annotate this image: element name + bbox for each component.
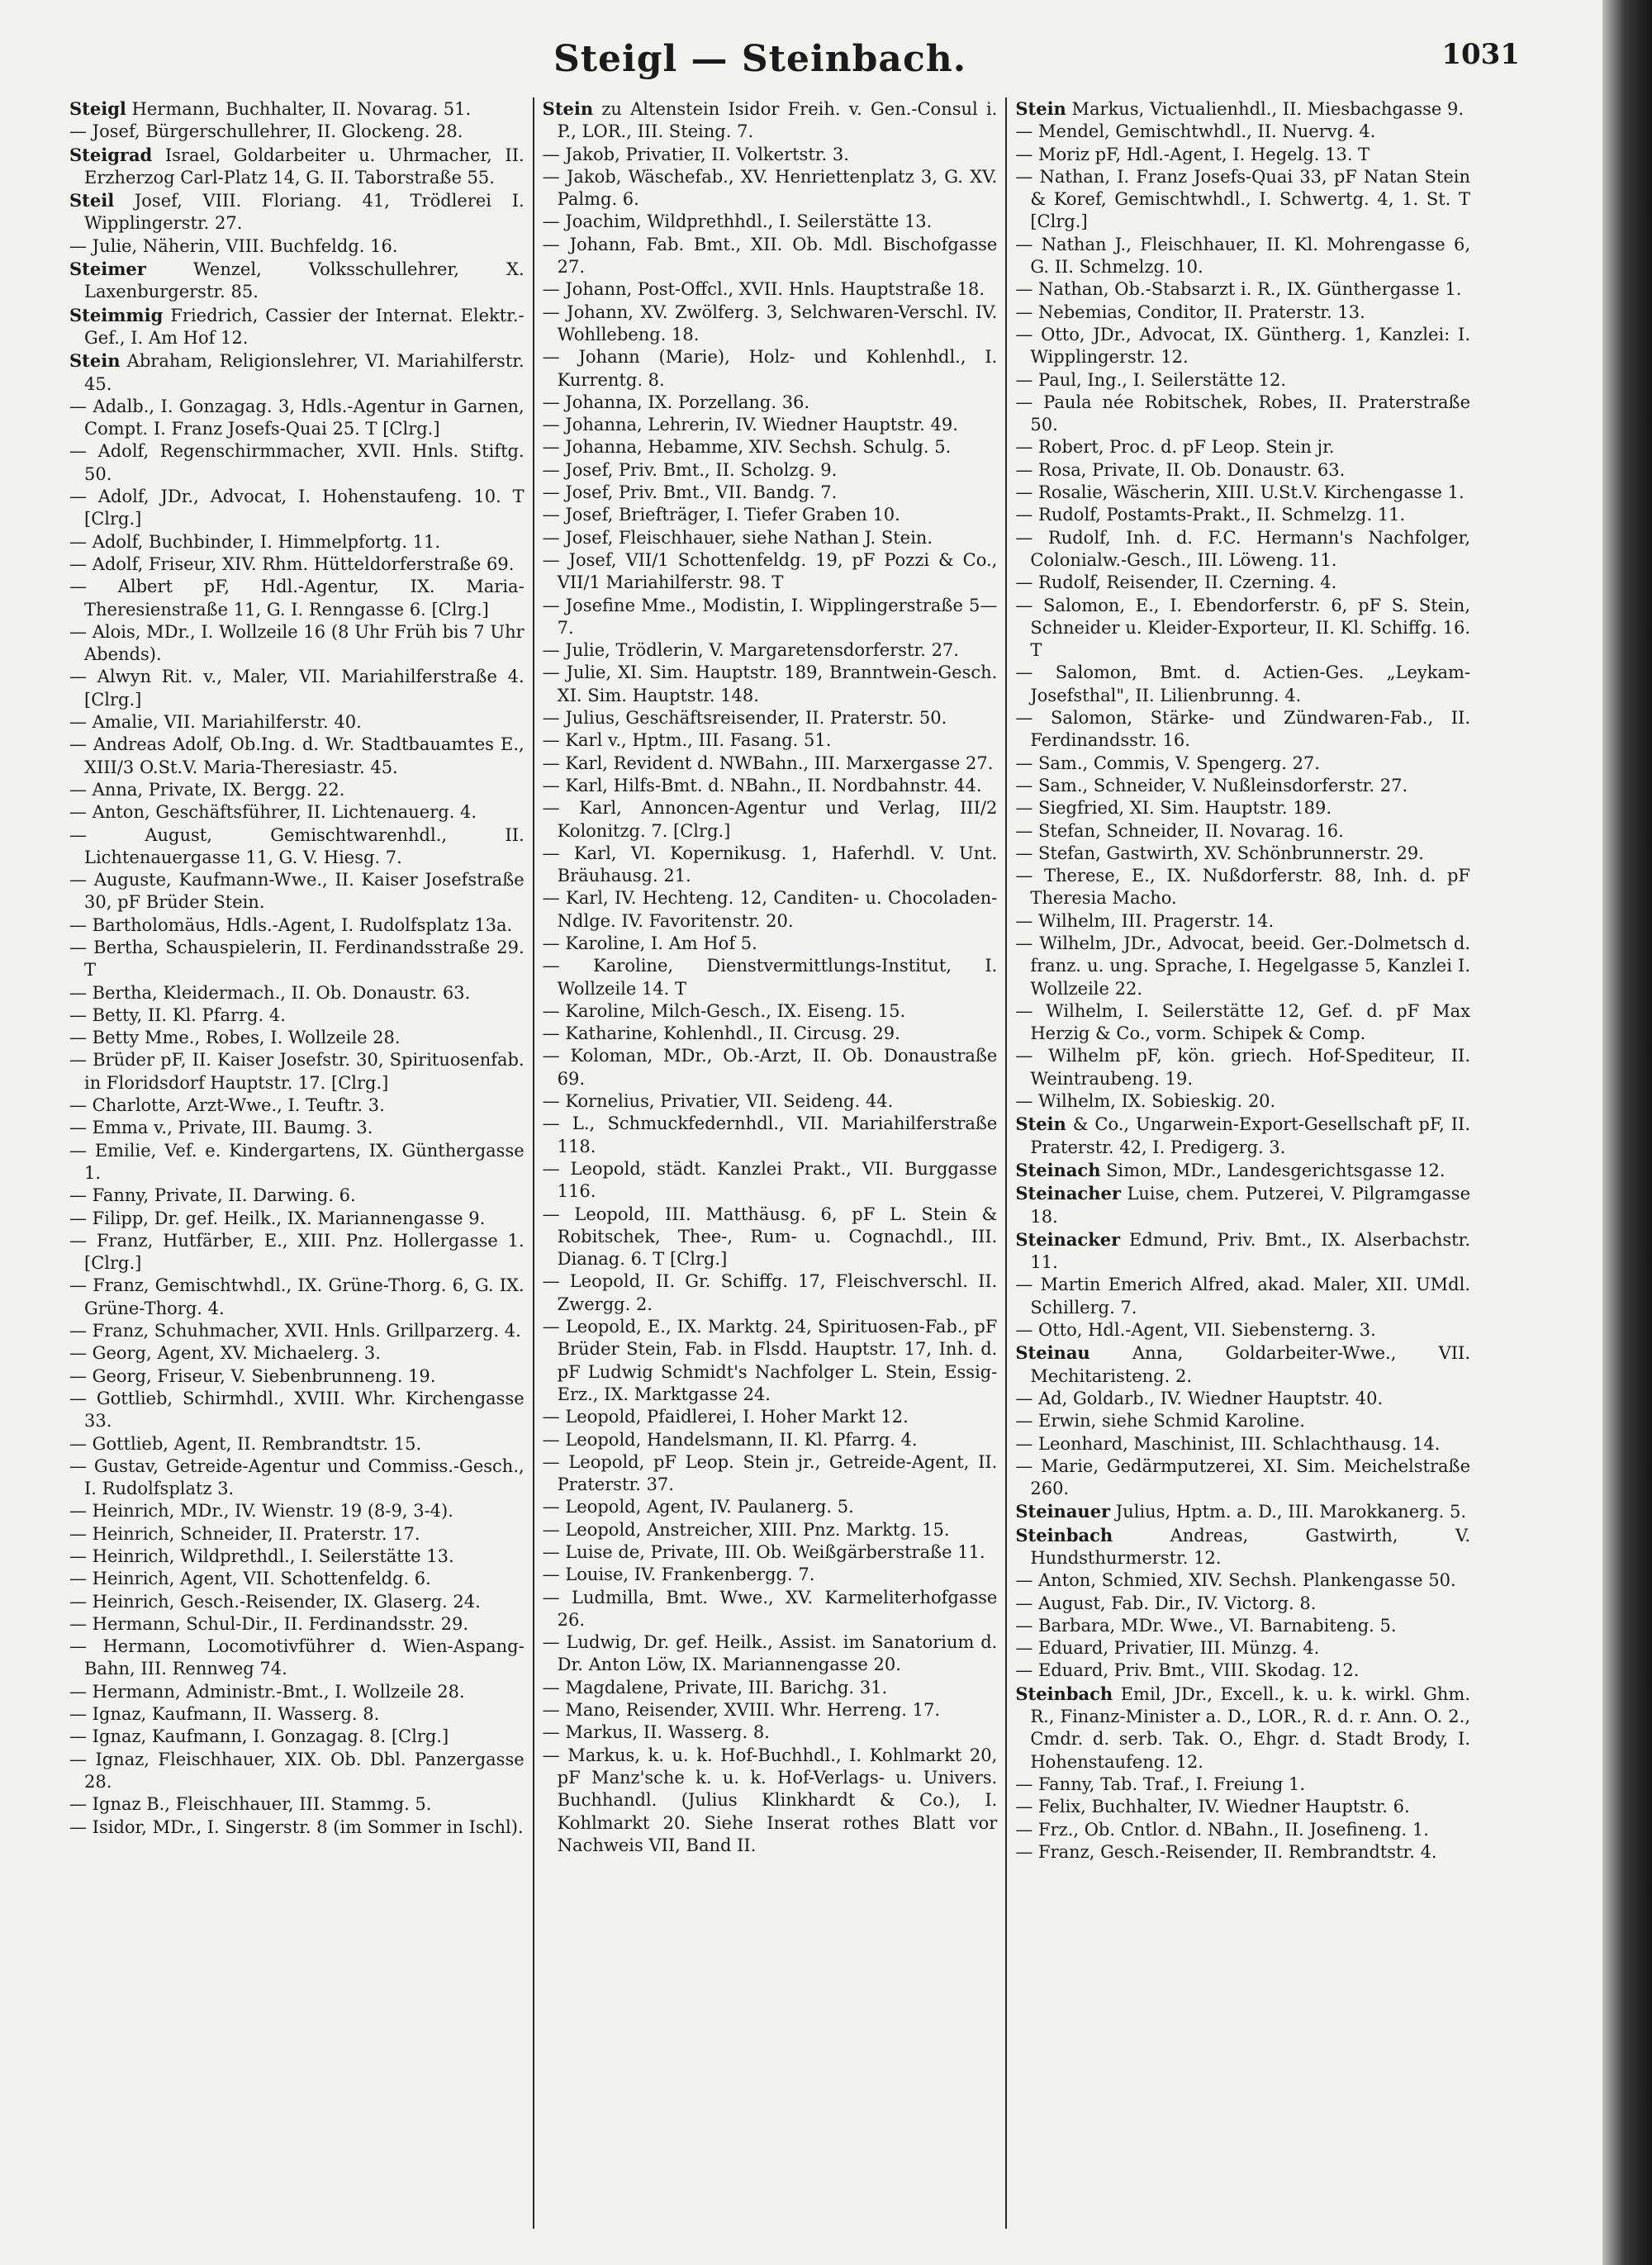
directory-entry: — Georg, Agent, XV. Michaelerg. 3. [69,1343,381,1364]
directory-entry: — Josef, Priv. Bmt., VII. Bandg. 7. [542,482,838,503]
directory-entry: — Paula née Robitschek, Robes, II. Praterstraße 50. [1015,392,1471,435]
directory-entry: — Leopold, pF Leop. Stein jr., Getreide-Agent, II. Praterstr. 37. [542,1451,998,1495]
directory-entry: — Anton, Geschäftsführer, II. Lichtenauerg. 4. [69,802,477,823]
directory-entry: — Jakob, Wäschefab., XV. Henriettenplatz 3, G. XV. Palmg. 6. [542,166,998,210]
directory-entry: — Ignaz, Kaufmann, I. Gonzagag. 8. [Clrg.] [69,1726,449,1747]
directory-entry: — Ludmilla, Bmt. Wwe., XV. Karmeliterhofgasse 26. [542,1587,998,1630]
directory-entry: Stein zu Altenstein Isidor Freih. v. Gen.-Consul i. P., LOR., III. Steing. 7. [542,98,998,142]
directory-entry: — Johann, Post-Offcl., XVII. Hnls. Hauptstraße 18. [542,279,985,300]
directory-entry: — Adalb., I. Gonzagag. 3, Hdls.-Agentur in Garnen, Compt. I. Franz Josefs-Quai 25. T [Clrg.] [69,396,525,439]
directory-entry: — Johann (Marie), Holz- und Kohlenhdl., I. Kurrentg. 8. [542,347,998,390]
directory-entry: — Siegfried, XI. Sim. Hauptstr. 189. [1015,798,1332,819]
directory-entry: — Moriz pF, Hdl.-Agent, I. Hegelg. 13. T [1015,144,1370,164]
directory-entry: — Markus, k. u. k. Hof-Buchhdl., I. Kohlmarkt 20, pF Manz'sche k. u. k. Hof-Verlags- u. Univers. Buchhandl. (Julius Klinkhardt & Co.), I. Kohlmarkt 20. Siehe Inserat rothes Blatt vor Nachweis VII, Band II. [542,1745,998,1855]
directory-entry: — Karl, Annoncen-Agentur und Verlag, III/2 Kolonitzg. 7. [Clrg.] [542,798,998,841]
directory-entry: Steinach Simon, MDr., Landesgerichtsgasse 12. [1015,1159,1446,1180]
directory-entry: — Leopold, Agent, IV. Paulanerg. 5. [542,1497,854,1517]
directory-entry: — Marie, Gedärmputzerei, XI. Sim. Meichelstraße 260. [1015,1455,1471,1499]
directory-entry: — Alwyn Rit. v., Maler, VII. Mariahilferstraße 4. [Clrg.] [69,667,525,710]
directory-entry: — Magdalene, Private, III. Barichg. 31. [542,1677,888,1698]
directory-entry: — Eduard, Privatier, III. Münzg. 4. [1015,1638,1320,1659]
directory-entry: — Josef, VII/1 Schottenfeldg. 19, pF Pozzi & Co., VII/1 Mariahilferstr. 98. T [542,549,998,593]
directory-entry: Steigrad Israel, Goldarbeiter u. Uhrmacher, II. Erzherzog Carl-Platz 14, G. II. Taborstraße 55. [69,144,525,188]
directory-entry: — Karl, VI. Kopernikusg. 1, Haferhdl. V. Unt. Bräuhausg. 21. [542,843,998,886]
directory-entry: — Joachim, Wildprethhdl., I. Seilerstätte 13. [542,211,933,232]
directory-entry: — Filipp, Dr. gef. Heilk., IX. Mariannengasse 9. [69,1208,486,1228]
directory-entry: — Heinrich, Agent, VII. Schottenfeldg. 6. [69,1569,431,1589]
directory-entry: — Julius, Geschäftsreisender, II. Praterstr. 50. [542,708,947,729]
directory-entry: — Gottlieb, Agent, II. Rembrandtstr. 15. [69,1433,422,1454]
directory-entry: — Wilhelm, III. Pragerstr. 14. [1015,910,1275,931]
directory-entry: — Betty Mme., Robes, I. Wollzeile 28. [69,1028,401,1048]
directory-entry: — Wilhelm, IX. Sobieskig. 20. [1015,1091,1276,1112]
directory-entry: — Salomon, Stärke- und Zündwaren-Fab., II. Ferdinandsstr. 16. [1015,708,1471,751]
directory-entry: — Gottlieb, Schirmhdl., XVIII. Whr. Kirchengasse 33. [69,1388,525,1432]
directory-entry: — Franz, Schuhmacher, XVII. Hnls. Grillparzerg. 4. [69,1321,521,1341]
directory-entry: — Albert pF, Hdl.-Agentur, IX. Maria-Theresienstraße 11, G. I. Renngasse 6. [Clrg.] [69,577,525,620]
directory-entry: — Johanna, IX. Porzellang. 36. [542,392,810,412]
directory-entry: — Adolf, Regenschirmmacher, XVII. Hnls. Stiftg. 50. [69,441,525,484]
directory-entry: — Leopold, E., IX. Marktg. 24, Spirituosen-Fab., pF Brüder Stein, Fab. in Flsdd. Hauptstr. 17, Inh. d. pF Ludwig Schmidt's Nachfolger L. Stein, Essig-Erz., IX. Marktgasse 24. [542,1317,998,1404]
directory-entry: — Franz, Gesch.-Reisender, II. Rembrandtstr. 4. [1015,1841,1437,1862]
directory-entry: — Hermann, Schul-Dir., II. Ferdinandsstr. 29. [69,1613,469,1634]
directory-entry: — Bertha, Kleidermach., II. Ob. Donaustr. 63. [69,982,471,1003]
column-2 [534,97,1008,2229]
directory-entry: — Nebemias, Conditor, II. Praterstr. 13. [1015,302,1365,322]
directory-entry: — Heinrich, Gesch.-Reisender, IX. Glaserg. 24. [69,1591,481,1612]
directory-entry: — Sam., Schneider, V. Nußleinsdorferstr. 27. [1015,775,1408,795]
directory-entry: — Bartholomäus, Hdls.-Agent, I. Rudolfsplatz 13a. [69,914,513,935]
directory-entry: — Stefan, Schneider, II. Novarag. 16. [1015,820,1344,841]
directory-entry: — Leopold, Pfaidlerei, I. Hoher Markt 12. [542,1407,909,1427]
directory-entry: — Jakob, Privatier, II. Volkertstr. 3. [542,144,849,164]
directory-entry: — Brüder pF, II. Kaiser Josefstr. 30, Spirituosenfab. in Floridsdorf Hauptstr. 17. [Clrg.] [69,1050,525,1093]
column-3 [1007,97,1479,2229]
directory-entry: — Leopold, städt. Kanzlei Prakt., VII. Burggasse 116. [542,1158,998,1202]
directory-entry: — Emma v., Private, III. Baumg. 3. [69,1118,373,1138]
directory-entry: — Karl, IV. Hechteng. 12, Canditen- u. Chocoladen-Ndlge. IV. Favoritenstr. 20. [542,888,998,931]
directory-entry: — Ignaz B., Fleischhauer, III. Stammg. 5. [69,1794,432,1815]
directory-entry: — Leopold, Handelsmann, II. Kl. Pfarrg. 4. [542,1429,918,1450]
directory-entry: — Otto, JDr., Advocat, IX. Güntherg. 1, Kanzlei: I. Wipplingerstr. 12. [1015,324,1471,368]
directory-entry: — Sam., Commis, V. Spengerg. 27. [1015,753,1320,773]
directory-entry: — Josefine Mme., Modistin, I. Wipplingerstraße 5—7. [542,595,998,638]
directory-entry: — Ignaz, Kaufmann, II. Wasserg. 8. [69,1704,380,1725]
directory-entry: — Felix, Buchhalter, IV. Wiedner Hauptstr. 6. [1015,1797,1410,1817]
directory-entry: — Ad, Goldarb., IV. Wiedner Hauptstr. 40. [1015,1388,1384,1408]
directory-entry: — Emilie, Vef. e. Kindergartens, IX. Günthergasse 1. [69,1140,525,1183]
directory-entry: — Therese, E., IX. Nußdorferstr. 88, Inh. d. pF Theresia Macho. [1015,866,1471,909]
directory-entry: — Rudolf, Inh. d. F.C. Hermann's Nachfolger, Colonialw.-Gesch., III. Löweng. 11. [1015,527,1471,570]
directory-entry: — Heinrich, MDr., IV. Wienstr. 19 (8-9, 3-4). [69,1501,453,1522]
directory-entry: — Mendel, Gemischtwhdl., II. Nuervg. 4. [1015,121,1376,142]
directory-entry: — Julie, Näherin, VIII. Buchfeldg. 16. [69,235,398,256]
directory-entry: — Fanny, Private, II. Darwing. 6. [69,1185,356,1206]
directory-entry: — Josef, Bürgerschullehrer, II. Glockeng. 28. [69,121,463,142]
directory-entry: Stein & Co., Ungarwein-Export-Gesellschaft pF, II. Praterstr. 42, I. Predigerg. 3. [1015,1114,1471,1157]
directory-entry: — Franz, Hutfärber, E., XIII. Pnz. Hollergasse 1. [Clrg.] [69,1230,525,1274]
directory-entry: — Luise de, Private, III. Ob. Weißgärberstraße 11. [542,1542,985,1562]
directory-entry: — Josef, Priv. Bmt., II. Scholzg. 9. [542,459,838,480]
directory-entry: — Josef, Briefträger, I. Tiefer Graben 10. [542,505,900,525]
directory-entry: Steinauer Julius, Hptm. a. D., III. Marokkanerg. 5. [1015,1501,1467,1522]
directory-entry: — Rudolf, Postamts-Prakt., II. Schmelzg. 11. [1015,505,1406,525]
directory-entry: — Wilhelm, JDr., Advocat, beeid. Ger.-Dolmetsch d. franz. u. ung. Sprache, I. Hegelgasse 5, Kanzlei I. Wollzeile 22. [1015,933,1471,999]
directory-entry: — August, Gemischtwarenhdl., II. Lichtenauergasse 11, G. V. Hiesg. 7. [69,824,525,867]
directory-entry: — Johann, XV. Zwölferg. 3, Selchwaren-Verschl. IV. Wohllebeng. 18. [542,302,998,344]
directory-entry: — Leopold, III. Matthäusg. 6, pF L. Stein & Robitschek, Thee-, Rum- u. Cognachdl., III. Dianag. 6. T [Clrg.] [542,1204,998,1270]
directory-entry: — Julie, Trödlerin, V. Margaretensdorferstr. 27. [542,640,959,661]
directory-entry: Steinau Anna, Goldarbeiter-Wwe., VII. Mechitaristeng. 2. [1015,1342,1471,1386]
directory-entry: — Hermann, Locomotivführer d. Wien-Aspang-Bahn, III. Rennweg 74. [69,1636,525,1679]
directory-entry: — Nathan, Ob.-Stabsarzt i. R., IX. Günthergasse 1. [1015,279,1462,300]
directory-entry: — Georg, Friseur, V. Siebenbrunneng. 19. [69,1365,436,1386]
directory-entry: Steinbach Emil, JDr., Excell., k. u. k. wirkl. Ghm. R., Finanz-Minister a. D., LOR., R. d. r. Ann. O. 2., Cmdr. d. serb. Tak. O., Ehgr. d. Stadt Brody, I. Hohenstaufeng. 12. [1015,1683,1471,1772]
directory-entry: — Frz., Ob. Cntlor. d. NBahn., II. Josefineng. 1. [1015,1819,1429,1840]
directory-entry: — Nathan J., Fleischhauer, II. Kl. Mohrengasse 6, G. II. Schmelzg. 10. [1015,234,1471,278]
book-spine-shadow [1602,0,1652,2265]
directory-entry: — Anton, Schmied, XIV. Sechsh. Plankengasse 50. [1015,1570,1456,1591]
directory-entry: Steinacher Luise, chem. Putzerei, V. Pilgramgasse 18. [1015,1183,1471,1227]
directory-entry: — Bertha, Schauspielerin, II. Ferdinandsstraße 29. T [69,937,525,981]
directory-entry: — Karl, Hilfs-Bmt. d. NBahn., II. Nordbahnstr. 44. [542,775,982,795]
directory-entry: — Kornelius, Privatier, VII. Seideng. 44. [542,1091,894,1112]
directory-entry: — Heinrich, Schneider, II. Praterstr. 17. [69,1523,420,1544]
directory-entry: — Hermann, Administr.-Bmt., I. Wollzeile 28. [69,1681,465,1702]
directory-entry: — Karl, Revident d. NWBahn., III. Marxergasse 27. [542,753,994,773]
directory-entry: — Markus, II. Wasserg. 8. [542,1722,770,1743]
directory-entry: — Martin Emerich Alfred, akad. Maler, XII. UMdl. Schillerg. 7. [1015,1275,1471,1318]
directory-entry: — Gustav, Getreide-Agentur und Commiss.-Gesch., I. Rudolfsplatz 3. [69,1455,525,1499]
directory-entry: — Wilhelm pF, kön. griech. Hof-Spediteur, II. Weintraubeng. 19. [1015,1046,1471,1089]
page-header [58,33,1520,91]
directory-entry: — Andreas Adolf, Ob.Ing. d. Wr. Stadtbauamtes E., XIII/3 O.St.V. Maria-Theresiastr. 45. [69,734,525,777]
directory-entry: — Eduard, Priv. Bmt., VIII. Skodag. 12. [1015,1660,1360,1681]
directory-entry: — Robert, Proc. d. pF Leop. Stein jr. [1015,437,1335,458]
directory-entry: — Erwin, siehe Schmid Karoline. [1015,1411,1305,1432]
directory-entry: — Johanna, Hebamme, XIV. Sechsh. Schulg. 5. [542,437,952,458]
directory-entry: — Betty, II. Kl. Pfarrg. 4. [69,1004,286,1025]
directory-entry: — Karoline, Dienstvermittlungs-Institut, I. Wollzeile 14. T [542,956,998,999]
directory-entry: — Anna, Private, IX. Bergg. 22. [69,779,345,800]
page-number: 1031 [1441,38,1520,71]
directory-entry: Stein Abraham, Religionslehrer, VI. Mariahilferstr. 45. [69,350,525,394]
directory-entry: — Alois, MDr., I. Wollzeile 16 (8 Uhr Früh bis 7 Uhr Abends). [69,621,525,665]
directory-entry: — Adolf, JDr., Advocat, I. Hohenstaufeng. 10. T [Clrg.] [69,487,525,529]
directory-entry: Stein Markus, Victualienhdl., II. Miesbachgasse 9. [1015,98,1464,119]
directory-entry: — Koloman, MDr., Ob.-Arzt, II. Ob. Donaustraße 69. [542,1046,998,1089]
directory-entry: — Salomon, E., I. Ebendorferstr. 6, pF S. Stein, Schneider u. Kleider-Exporteur, II. Kl. Schiffg. 16. T [1015,595,1471,661]
directory-entry: — Leonhard, Maschinist, III. Schlachthausg. 14. [1015,1433,1441,1454]
directory-entry: — Ludwig, Dr. gef. Heilk., Assist. im Sanatorium d. Dr. Anton Löw, IX. Mariannengasse 20. [542,1632,998,1675]
directory-entry: — Rosa, Private, II. Ob. Donaustr. 63. [1015,459,1346,480]
directory-entry: — Auguste, Kaufmann-Wwe., II. Kaiser Josefstraße 30, pF Brüder Stein. [69,870,525,913]
column-1 [61,97,534,2229]
directory-entry: — Louise, IV. Frankenbergg. 7. [542,1565,815,1585]
directory-entry: Steinacker Edmund, Priv. Bmt., IX. Alserbachstr. 11. [1015,1228,1471,1273]
directory-entry: — Rosalie, Wäscherin, XIII. U.St.V. Kirchengasse 1. [1015,482,1464,503]
directory-entry: — Julie, XI. Sim. Hauptstr. 189, Branntwein-Gesch. XI. Sim. Hauptstr. 148. [542,662,998,705]
directory-entry: — Karoline, I. Am Hof 5. [542,933,757,953]
directory-entry: — Wilhelm, I. Seilerstätte 12, Gef. d. pF Max Herzig & Co., vorm. Schipek & Comp. [1015,1000,1471,1044]
directory-entry: — Adolf, Friseur, XIV. Rhm. Hütteldorferstraße 69. [69,553,515,574]
directory-entry: — Heinrich, Wildprethdl., I. Seilerstätte 13. [69,1546,454,1566]
running-head: Steigl — Steinbach. [553,38,967,80]
directory-entry: — Ignaz, Fleischhauer, XIX. Ob. Dbl. Panzergasse 28. [69,1749,525,1792]
directory-entry: — Franz, Gemischtwhdl., IX. Grüne-Thorg. 6, G. IX. Grüne-Thorg. 4. [69,1275,525,1318]
directory-columns [61,97,1479,2229]
directory-entry: — Nathan, I. Franz Josefs-Quai 33, pF Natan Stein & Koref, Gemischtwhdl., I. Schwertg. 4, 1. St. T [Clrg.] [1015,166,1471,232]
directory-entry: — Mano, Reisender, XVIII. Whr. Herreng. 17. [542,1700,941,1721]
directory-entry: — Katharine, Kohlenhdl., II. Circusg. 29. [542,1023,900,1044]
directory-entry: Steinbach Andreas, Gastwirth, V. Hundsthurmerstr. 12. [1015,1524,1471,1568]
directory-entry: — Otto, Hdl.-Agent, VII. Siebensterng. 3. [1015,1320,1376,1341]
directory-entry: — Paul, Ing., I. Seilerstätte 12. [1015,369,1287,390]
directory-entry: Steimer Wenzel, Volksschullehrer, X. Laxenburgerstr. 85. [69,259,525,302]
directory-entry: — Stefan, Gastwirth, XV. Schönbrunnerstr. 29. [1015,843,1424,863]
directory-entry: — Karl v., Hptm., III. Fasang. 51. [542,730,832,751]
directory-entry: — Leopold, Anstreicher, XIII. Pnz. Marktg. 15. [542,1519,950,1540]
directory-entry: — Johanna, Lehrerin, IV. Wiedner Hauptstr. 49. [542,415,958,435]
directory-entry: — Rudolf, Reisender, II. Czerning. 4. [1015,572,1337,593]
directory-entry: Steigl Hermann, Buchhalter, II. Novarag. 51. [69,98,472,119]
directory-entry: — Johann, Fab. Bmt., XII. Ob. Mdl. Bischofgasse 27. [542,234,998,278]
directory-entry: — Salomon, Bmt. d. Actien-Ges. „Leykam-Josefsthal", II. Lilienbrunng. 4. [1015,662,1471,705]
directory-entry: — Fanny, Tab. Traf., I. Freiung 1. [1015,1774,1306,1794]
directory-entry: — August, Fab. Dir., IV. Victorg. 8. [1015,1593,1317,1613]
directory-entry: — Karoline, Milch-Gesch., IX. Eiseng. 15. [542,1000,906,1021]
directory-entry: — Amalie, VII. Mariahilferstr. 40. [69,712,362,733]
directory-entry: — Barbara, MDr. Wwe., VI. Barnabiteng. 5. [1015,1615,1397,1636]
directory-entry: — Charlotte, Arzt-Wwe., I. Teuftr. 3. [69,1095,385,1116]
directory-entry: — Josef, Fleischhauer, siehe Nathan J. Stein. [542,527,933,548]
directory-entry: — Leopold, II. Gr. Schiffg. 17, Fleischverschl. II. Zwergg. 2. [542,1271,998,1314]
directory-entry: — Adolf, Buchbinder, I. Himmelpfortg. 11. [69,531,441,552]
directory-entry: — L., Schmuckfedernhdl., VII. Mariahilferstraße 118. [542,1114,998,1156]
directory-entry: Steimmig Friedrich, Cassier der Internat. Elektr.-Gef., I. Am Hof 12. [69,304,525,348]
directory-entry: — Isidor, MDr., I. Singerstr. 8 (im Sommer in Ischl). [69,1816,524,1837]
directory-entry: Steil Josef, VIII. Floriang. 41, Trödlerei I. Wipplingerstr. 27. [69,190,525,234]
